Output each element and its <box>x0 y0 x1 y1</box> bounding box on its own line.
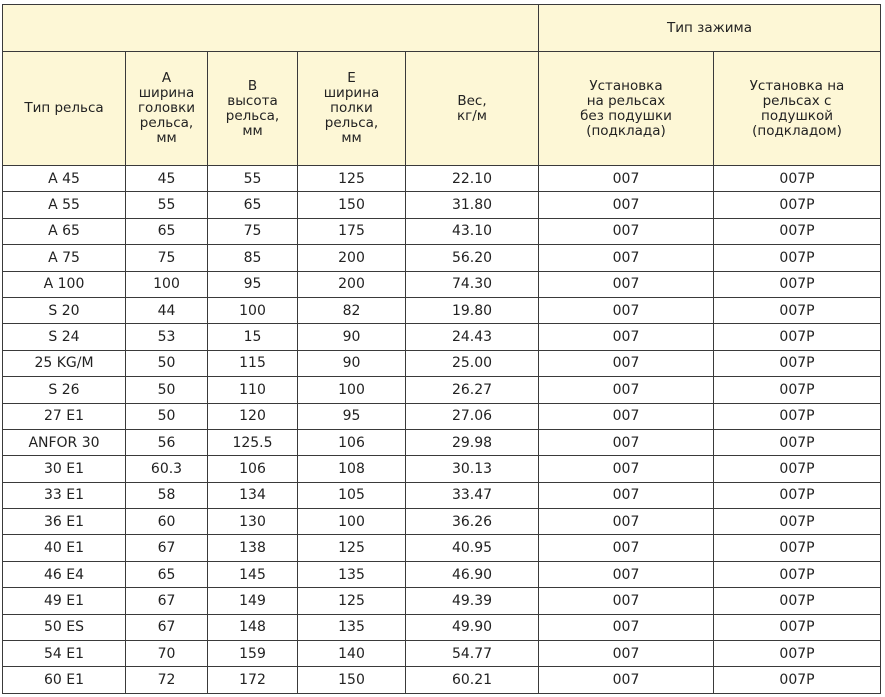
table-row <box>3 271 881 297</box>
cell-b: 106 <box>208 456 298 482</box>
header-empty-cell <box>3 5 539 52</box>
cell-a: 45 <box>126 166 208 192</box>
cell-rail-type: 30 E1 <box>3 456 126 482</box>
table-row <box>3 667 881 694</box>
cell-weight: 29.98 <box>406 429 539 455</box>
cell-weight: 60.21 <box>406 667 539 694</box>
cell-a: 50 <box>126 403 208 429</box>
cell-b: 85 <box>208 245 298 271</box>
cell-rail-type: 40 E1 <box>3 535 126 561</box>
header-line: Установка <box>589 77 663 94</box>
cell-with-pad: 007P <box>714 192 881 218</box>
cell-e: 135 <box>298 561 406 587</box>
cell-b: 134 <box>208 482 298 508</box>
cell-e: 150 <box>298 667 406 694</box>
header-line: рельса, <box>225 107 280 124</box>
cell-no-pad: 007 <box>539 166 714 192</box>
cell-rail-type: S 20 <box>3 297 126 323</box>
table-row <box>3 297 881 323</box>
cell-no-pad: 007 <box>539 667 714 694</box>
cell-with-pad: 007P <box>714 641 881 667</box>
cell-with-pad: 007P <box>714 667 881 694</box>
header-line: без подушки <box>580 107 672 124</box>
cell-b: 110 <box>208 377 298 403</box>
header-line: Вес, <box>457 92 487 109</box>
table-row <box>3 218 881 244</box>
cell-weight: 49.39 <box>406 588 539 614</box>
header-line: головки <box>137 100 196 116</box>
cell-no-pad: 007 <box>539 456 714 482</box>
rail-clamp-table <box>2 4 881 694</box>
table-row <box>3 350 881 376</box>
header-line: рельсах с <box>762 92 832 109</box>
header-line: полки <box>330 100 373 116</box>
cell-e: 200 <box>298 245 406 271</box>
table-row <box>3 482 881 508</box>
cell-b: 125.5 <box>208 429 298 455</box>
cell-rail-type: 25 KG/M <box>3 350 126 376</box>
cell-with-pad: 007P <box>714 561 881 587</box>
cell-no-pad: 007 <box>539 350 714 376</box>
table-row <box>3 324 881 350</box>
cell-e: 135 <box>298 614 406 640</box>
cell-b: 138 <box>208 535 298 561</box>
cell-b: 15 <box>208 324 298 350</box>
cell-a: 70 <box>126 641 208 667</box>
cell-e: 150 <box>298 192 406 218</box>
cell-weight: 27.06 <box>406 403 539 429</box>
header-weight <box>406 52 539 166</box>
cell-b: 75 <box>208 218 298 244</box>
table-row <box>3 535 881 561</box>
table-row <box>3 588 881 614</box>
cell-with-pad: 007P <box>714 482 881 508</box>
cell-rail-type: A 100 <box>3 271 126 297</box>
cell-b: 95 <box>208 271 298 297</box>
header-line: кг/м <box>457 107 487 124</box>
header-no-pad <box>539 52 714 166</box>
cell-rail-type: 54 E1 <box>3 641 126 667</box>
cell-weight: 46.90 <box>406 561 539 587</box>
cell-e: 90 <box>298 324 406 350</box>
cell-a: 67 <box>126 535 208 561</box>
header-line: мм <box>242 122 263 139</box>
cell-a: 65 <box>126 218 208 244</box>
header-line: мм <box>341 130 362 146</box>
cell-rail-type: 36 E1 <box>3 509 126 535</box>
cell-e: 108 <box>298 456 406 482</box>
header-a <box>126 52 208 166</box>
cell-no-pad: 007 <box>539 641 714 667</box>
table-row <box>3 192 881 218</box>
cell-with-pad: 007P <box>714 297 881 323</box>
table-row <box>3 166 881 192</box>
cell-weight: 24.43 <box>406 324 539 350</box>
cell-weight: 33.47 <box>406 482 539 508</box>
cell-rail-type: 33 E1 <box>3 482 126 508</box>
header-line: мм <box>156 130 177 146</box>
cell-e: 140 <box>298 641 406 667</box>
header-line: Установка на <box>749 77 845 94</box>
cell-b: 145 <box>208 561 298 587</box>
cell-e: 125 <box>298 166 406 192</box>
cell-with-pad: 007P <box>714 429 881 455</box>
cell-a: 53 <box>126 324 208 350</box>
cell-with-pad: 007P <box>714 324 881 350</box>
cell-rail-type: 27 E1 <box>3 403 126 429</box>
header-with-pad <box>714 52 881 166</box>
cell-a: 50 <box>126 350 208 376</box>
cell-no-pad: 007 <box>539 297 714 323</box>
cell-e: 175 <box>298 218 406 244</box>
cell-e: 106 <box>298 429 406 455</box>
cell-e: 95 <box>298 403 406 429</box>
header-line: E <box>347 70 356 86</box>
table-row <box>3 561 881 587</box>
cell-no-pad: 007 <box>539 245 714 271</box>
table-body <box>3 166 881 694</box>
cell-weight: 31.80 <box>406 192 539 218</box>
cell-a: 72 <box>126 667 208 694</box>
header-line: рельса, <box>139 115 194 131</box>
cell-rail-type: 46 E4 <box>3 561 126 587</box>
cell-no-pad: 007 <box>539 535 714 561</box>
cell-rail-type: S 24 <box>3 324 126 350</box>
cell-with-pad: 007P <box>714 218 881 244</box>
cell-b: 55 <box>208 166 298 192</box>
cell-e: 100 <box>298 377 406 403</box>
cell-no-pad: 007 <box>539 377 714 403</box>
cell-with-pad: 007P <box>714 403 881 429</box>
cell-rail-type: A 75 <box>3 245 126 271</box>
header-line: (подкладом) <box>752 122 842 139</box>
cell-no-pad: 007 <box>539 218 714 244</box>
cell-a: 67 <box>126 588 208 614</box>
cell-b: 65 <box>208 192 298 218</box>
cell-with-pad: 007P <box>714 166 881 192</box>
table-row <box>3 456 881 482</box>
cell-b: 172 <box>208 667 298 694</box>
header-e <box>298 52 406 166</box>
cell-with-pad: 007P <box>714 456 881 482</box>
cell-b: 115 <box>208 350 298 376</box>
header-line: на рельсах <box>586 92 666 109</box>
cell-no-pad: 007 <box>539 614 714 640</box>
cell-no-pad: 007 <box>539 509 714 535</box>
cell-with-pad: 007P <box>714 271 881 297</box>
table-row <box>3 245 881 271</box>
cell-weight: 40.95 <box>406 535 539 561</box>
cell-weight: 25.00 <box>406 350 539 376</box>
cell-weight: 74.30 <box>406 271 539 297</box>
table-row <box>3 429 881 455</box>
cell-b: 120 <box>208 403 298 429</box>
cell-e: 125 <box>298 535 406 561</box>
cell-weight: 22.10 <box>406 166 539 192</box>
cell-a: 67 <box>126 614 208 640</box>
cell-a: 100 <box>126 271 208 297</box>
cell-with-pad: 007P <box>714 377 881 403</box>
cell-with-pad: 007P <box>714 614 881 640</box>
cell-weight: 26.27 <box>406 377 539 403</box>
header-line: высота <box>227 92 278 109</box>
header-columns-row <box>3 52 881 166</box>
cell-a: 44 <box>126 297 208 323</box>
header-line: ширина <box>138 85 195 101</box>
cell-b: 148 <box>208 614 298 640</box>
cell-e: 105 <box>298 482 406 508</box>
cell-e: 125 <box>298 588 406 614</box>
cell-with-pad: 007P <box>714 535 881 561</box>
cell-with-pad: 007P <box>714 509 881 535</box>
header-line: подушкой <box>761 107 833 124</box>
cell-weight: 30.13 <box>406 456 539 482</box>
header-rail-type: Тип рельса <box>3 52 126 166</box>
cell-weight: 19.80 <box>406 297 539 323</box>
cell-b: 100 <box>208 297 298 323</box>
cell-no-pad: 007 <box>539 192 714 218</box>
clamp-type-header: Тип зажима <box>539 5 881 52</box>
header-b <box>208 52 298 166</box>
header-line: рельса, <box>324 115 379 131</box>
header-line: B <box>247 77 258 94</box>
cell-rail-type: 50 ES <box>3 614 126 640</box>
cell-no-pad: 007 <box>539 588 714 614</box>
cell-b: 149 <box>208 588 298 614</box>
header-line: A <box>161 70 172 86</box>
cell-a: 65 <box>126 561 208 587</box>
header-group-row <box>3 5 881 52</box>
cell-no-pad: 007 <box>539 429 714 455</box>
cell-a: 60.3 <box>126 456 208 482</box>
cell-rail-type: A 65 <box>3 218 126 244</box>
table-row <box>3 377 881 403</box>
cell-rail-type: 60 E1 <box>3 667 126 694</box>
cell-weight: 36.26 <box>406 509 539 535</box>
cell-with-pad: 007P <box>714 588 881 614</box>
table-row <box>3 641 881 667</box>
cell-a: 58 <box>126 482 208 508</box>
cell-weight: 56.20 <box>406 245 539 271</box>
cell-a: 56 <box>126 429 208 455</box>
cell-rail-type: A 55 <box>3 192 126 218</box>
cell-no-pad: 007 <box>539 324 714 350</box>
cell-a: 50 <box>126 377 208 403</box>
cell-e: 200 <box>298 271 406 297</box>
cell-rail-type: S 26 <box>3 377 126 403</box>
cell-no-pad: 007 <box>539 561 714 587</box>
cell-a: 55 <box>126 192 208 218</box>
cell-b: 130 <box>208 509 298 535</box>
cell-e: 82 <box>298 297 406 323</box>
cell-e: 100 <box>298 509 406 535</box>
header-line: ширина <box>323 85 380 101</box>
cell-a: 60 <box>126 509 208 535</box>
cell-with-pad: 007P <box>714 245 881 271</box>
cell-weight: 43.10 <box>406 218 539 244</box>
cell-no-pad: 007 <box>539 482 714 508</box>
cell-e: 90 <box>298 350 406 376</box>
cell-with-pad: 007P <box>714 350 881 376</box>
cell-rail-type: ANFOR 30 <box>3 429 126 455</box>
cell-no-pad: 007 <box>539 271 714 297</box>
cell-a: 75 <box>126 245 208 271</box>
cell-weight: 54.77 <box>406 641 539 667</box>
table-row <box>3 509 881 535</box>
cell-b: 159 <box>208 641 298 667</box>
cell-rail-type: A 45 <box>3 166 126 192</box>
table-row <box>3 614 881 640</box>
header-line: (подклада) <box>586 122 666 139</box>
cell-rail-type: 49 E1 <box>3 588 126 614</box>
cell-weight: 49.90 <box>406 614 539 640</box>
cell-no-pad: 007 <box>539 403 714 429</box>
table-row <box>3 403 881 429</box>
